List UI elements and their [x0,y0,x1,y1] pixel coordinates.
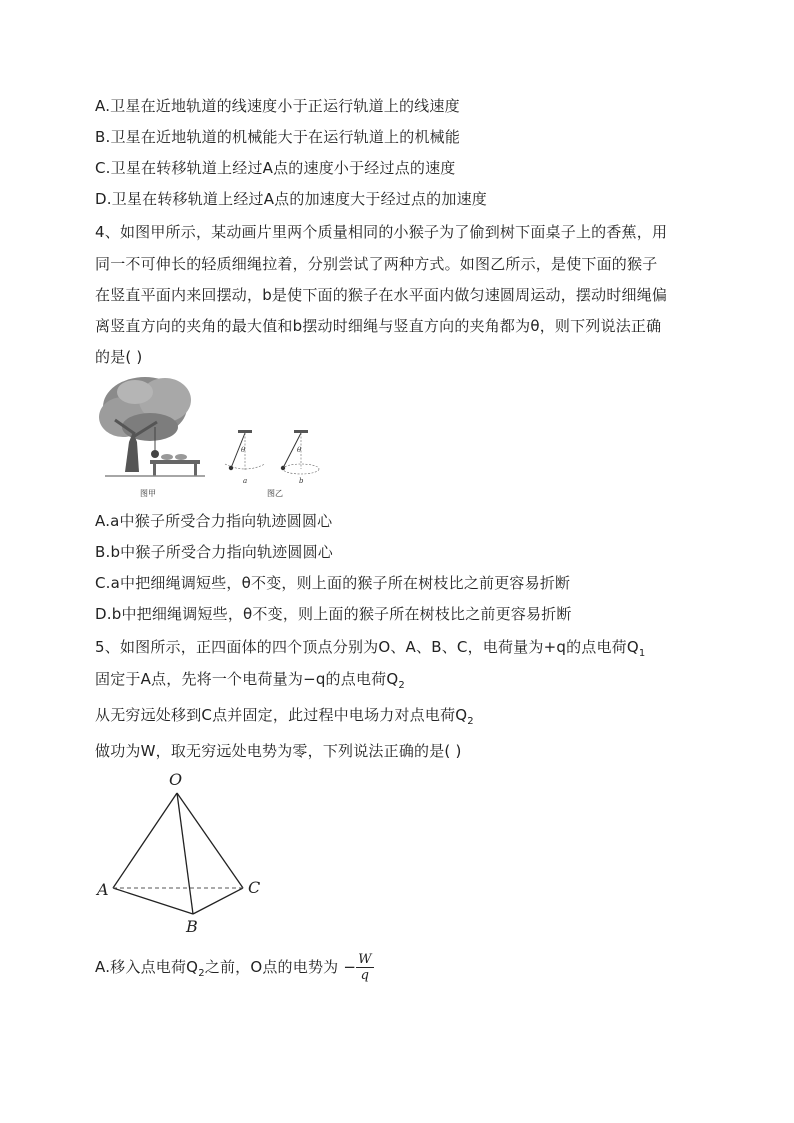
potential-fraction [356,952,374,983]
question-5-line-4: 做功为W，取无穷远处电势为零，下列说法正确的是( ) [95,742,462,760]
vertex-c: C [248,878,261,897]
question-5-line-2-text: 固定于A点，先将一个电荷量为−q的点电荷Q [95,670,399,688]
subscript-1: 1 [638,648,646,659]
option-3b: B.卫星在近地轨道的机械能大于在运行轨道上的机械能 [95,128,461,146]
option-5a-mid: 之前，O点的电势为 − [204,958,357,976]
question-4-line-4: 离竖直方向的夹角的最大值和b摆动时细绳与竖直方向的夹角都为θ，则下列说法正确 [95,317,662,335]
pendulum-b [281,430,319,474]
tree-illustration [99,377,205,476]
theta-label-b: θ [297,446,302,454]
option-3d: D.卫星在转移轨道上经过A点的加速度大于经过点的加速度 [95,190,487,208]
figure-caption-left: 图甲 [140,489,156,498]
vertex-o: O [169,770,183,789]
option-5a-subscript: 2 [198,968,205,979]
option-4c: C.a中把细绳调短些，θ不变，则上面的猴子所在树枝比之前更容易折断 [95,574,571,592]
monkey-pendulum-figure [95,372,335,502]
option-3a: A.卫星在近地轨道的线速度小于正运行轨道上的线速度 [95,97,460,115]
pendulum-a [225,430,265,470]
tetrahedron-figure [95,768,270,938]
question-5-line-3-text: 从无穷远处移到C点并固定，此过程中电场力对点电荷Q [95,706,468,724]
question-5-line-1-text: 5、如图所示，正四面体的四个顶点分别为O、A、B、C，电荷量为+q的点电荷Q [95,638,639,656]
fraction-denominator: q [360,968,370,983]
vertex-a: A [97,880,109,899]
question-5-line-2 [95,668,405,697]
option-4b: B.b中猴子所受合力指向轨迹圆圆心 [95,543,333,561]
question-5-line-1 [95,636,645,665]
theta-label-a: θ [241,446,246,454]
question-4-line-2: 同一不可伸长的轻质细绳拉着，分别尝试了两种方式。如图乙所示，是使下面的猴子 [95,255,658,273]
vertex-b: B [186,917,198,936]
option-4a: A.a中猴子所受合力指向轨迹圆圆心 [95,512,333,530]
figure-caption-right: 图乙 [267,489,283,498]
question-5-line-3 [95,704,474,733]
option-5a-prefix: A.移入点电荷Q [95,958,199,976]
label-b: b [299,477,304,485]
option-4d: D.b中把细绳调短些，θ不变，则上面的猴子所在树枝比之前更容易折断 [95,605,572,623]
question-4-line-1: 4、如图甲所示，某动画片里两个质量相同的小猴子为了偷到树下面桌子上的香蕉，用 [95,223,668,241]
option-3c: C.卫星在转移轨道上经过A点的速度小于经过点的速度 [95,159,456,177]
fraction-numerator: W [358,952,372,967]
question-4-line-3: 在竖直平面内来回摆动，b是使下面的猴子在水平面内做匀速圆周运动，摆动时细绳偏 [95,286,668,304]
question-4-line-5: 的是( ) [95,348,143,366]
label-a: a [243,477,248,485]
subscript-2b: 2 [467,716,474,727]
option-5a [95,950,374,991]
subscript-2: 2 [398,680,405,691]
